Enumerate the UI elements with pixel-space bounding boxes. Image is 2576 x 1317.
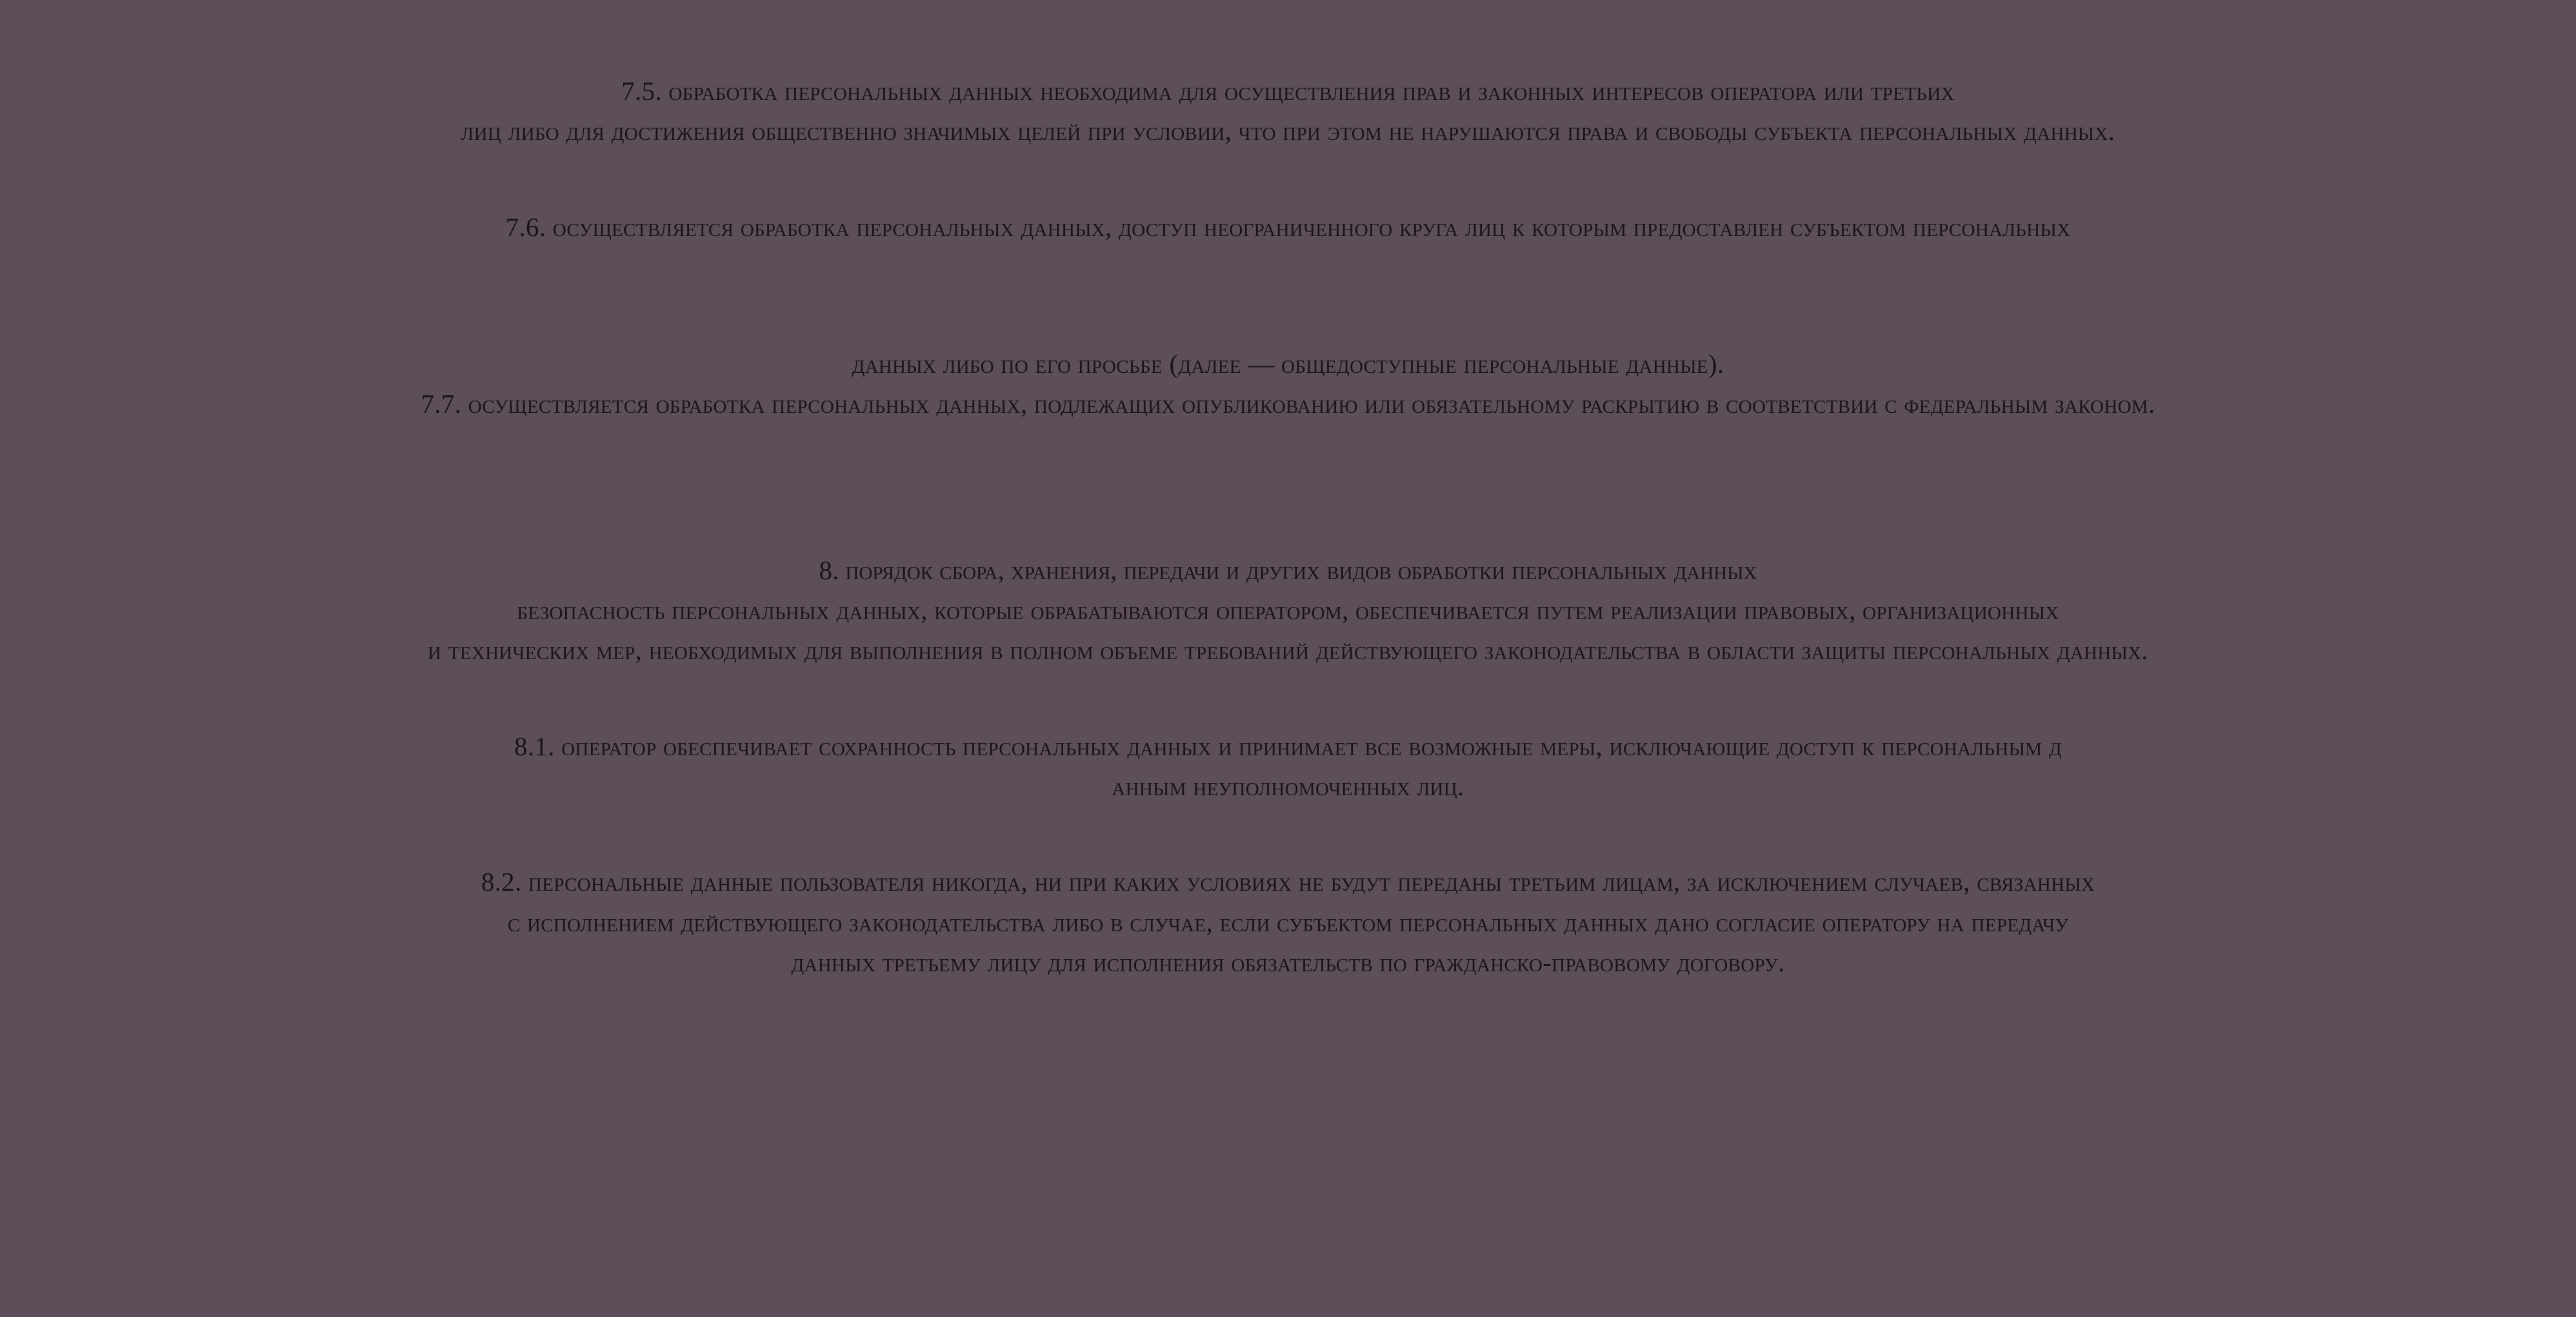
spacer: [103, 152, 2473, 207]
spacer: [103, 247, 2473, 344]
text-line: данных третьему лицу для исполнения обязательств по гражданско-правовому договору.: [791, 947, 1785, 977]
text-line: 7.7. осуществляется обработка персональных данных, подлежащих опубликованию или обязательному раскрытию в соответствии с федеральным законом.: [421, 389, 2155, 419]
paragraph-clause-8-1: [140, 726, 2437, 807]
spacer: [103, 806, 2473, 862]
text-line: данных либо по его просьбе (далее — общедоступные персональные данные).: [852, 348, 1724, 379]
paragraph-section-8-intro: [103, 590, 2473, 671]
text-line: и технических мер, необходимых для выполнения в полном объеме требований действующего законодательства в области защиты персональных данных.: [428, 635, 2148, 666]
text-line: безопасность персональных данных, которые обрабатываются оператором, обеспечивается путем реализации правовых, организационных: [517, 595, 2059, 626]
paragraph-clause-7-5: [103, 71, 2473, 152]
spacer: [103, 424, 2473, 551]
paragraph-clause-7-6: [140, 207, 2437, 247]
section-heading: 8. порядок сбора, хранения, передачи и других видов обработки персональных данных: [819, 555, 1757, 585]
section-8-heading: [179, 551, 2398, 591]
paragraph-clause-7-6-continued: [179, 344, 2398, 384]
text-line: 7.5. обработка персональных данных необходима для осуществления прав и законных интересов оператора или третьих: [621, 76, 1955, 106]
text-line: анным неуполномоченных лиц.: [1112, 771, 1464, 801]
spacer: [103, 671, 2473, 726]
text-line: 8.2. персональные данные пользователя никогда, ни при каких условиях не будут переданы третьим лицам, за исключением случаев, связанных: [481, 867, 2095, 897]
text-line: 7.6. осуществляется обработка персональных данных, доступ неограниченного круга лиц к которым предоставлен субъектом персональных: [505, 212, 2071, 242]
text-line: лиц либо для достижения общественно значимых целей при условии, что при этом не нарушаются права и свободы субъекта персональных данных.: [461, 116, 2115, 146]
paragraph-clause-7-7: [103, 384, 2473, 424]
text-line: с исполнением действующего законодательства либо в случае, если субъектом персональных данных дано согласие оператору на передачу: [507, 907, 2069, 937]
paragraph-clause-8-2: [140, 862, 2437, 982]
text-line: 8.1. оператор обеспечивает сохранность персональных данных и принимает все возможные меры, исключающие доступ к персональным д: [514, 731, 2062, 761]
document-body: [103, 71, 2473, 982]
